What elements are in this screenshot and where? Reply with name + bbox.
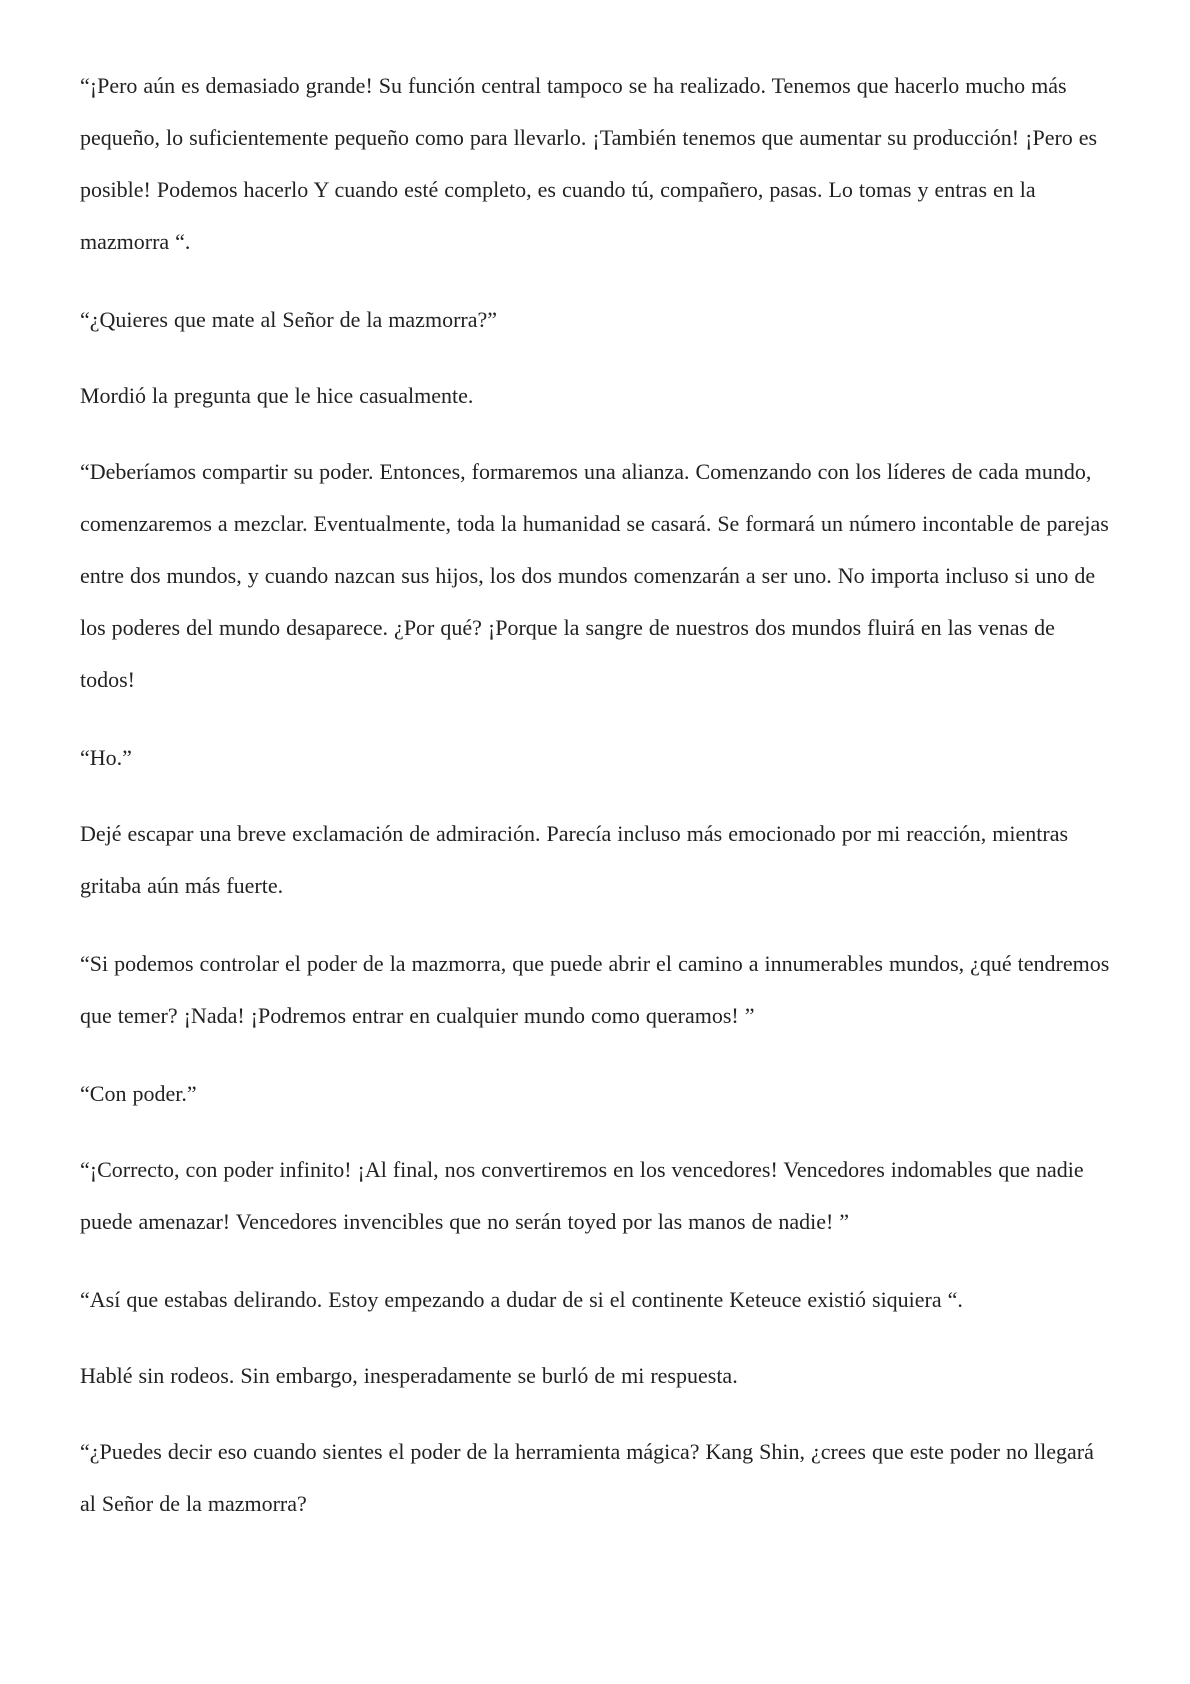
paragraph-10: “Así que estabas delirando. Estoy empezando a dudar de si el continente Keteuce existió siquiera “. xyxy=(80,1287,963,1312)
paragraph-9: “¡Correcto, con poder infinito! ¡Al final, nos convertiremos en los vencedores! Vencedores indomables que nadie puede amenazar! Vencedores invencibles que no serán toyed por las manos de nadie! ” xyxy=(80,1157,1084,1234)
paragraph-3: Mordió la pregunta que le hice casualmente. xyxy=(80,383,474,408)
paragraph-12: “¿Puedes decir eso cuando sientes el poder de la herramienta mágica? Kang Shin, ¿crees que este poder no llegará al Señor de la mazmorra? xyxy=(80,1439,1094,1516)
paragraph-8: “Con poder.” xyxy=(80,1081,197,1106)
paragraph-6: Dejé escapar una breve exclamación de admiración. Parecía incluso más emocionado por mi reacción, mientras gritaba aún más fuerte. xyxy=(80,821,1069,898)
paragraph-11: Hablé sin rodeos. Sin embargo, inesperadamente se burló de mi respuesta. xyxy=(80,1363,738,1388)
paragraph-4: “Deberíamos compartir su poder. Entonces, formaremos una alianza. Comenzando con los líderes de cada mundo, comenzaremos a mezclar. Eventualmente, toda la humanidad se casará. Se formará un número incontable de parejas entre dos mundos, y cuando nazcan sus hijos, los dos mundos comenzarán a ser uno. No importa incluso si uno de los poderes del mundo desaparece. ¿Por qué? ¡Porque la sangre de nuestros dos mundos fluirá en las venas de todos! xyxy=(80,459,1109,692)
paragraph-5: “Ho.” xyxy=(80,745,132,770)
paragraph-7: “Si podemos controlar el poder de la mazmorra, que puede abrir el camino a innumerables mundos, ¿qué tendremos que temer? ¡Nada! ¡Podremos entrar en cualquier mundo como queramos! ” xyxy=(80,951,1110,1028)
paragraph-2: “¿Quieres que mate al Señor de la mazmorra?” xyxy=(80,307,498,332)
paragraph-1: “¡Pero aún es demasiado grande! Su función central tampoco se ha realizado. Tenemos que hacerlo mucho más pequeño, lo suficientemente pequeño como para llevarlo. ¡También tenemos que aumentar su producción! ¡Pero es posible! Podemos hacerlo Y cuando esté completo, es cuando tú, compañero, pasas. Lo tomas y entras en la mazmorra “. xyxy=(80,73,1098,254)
